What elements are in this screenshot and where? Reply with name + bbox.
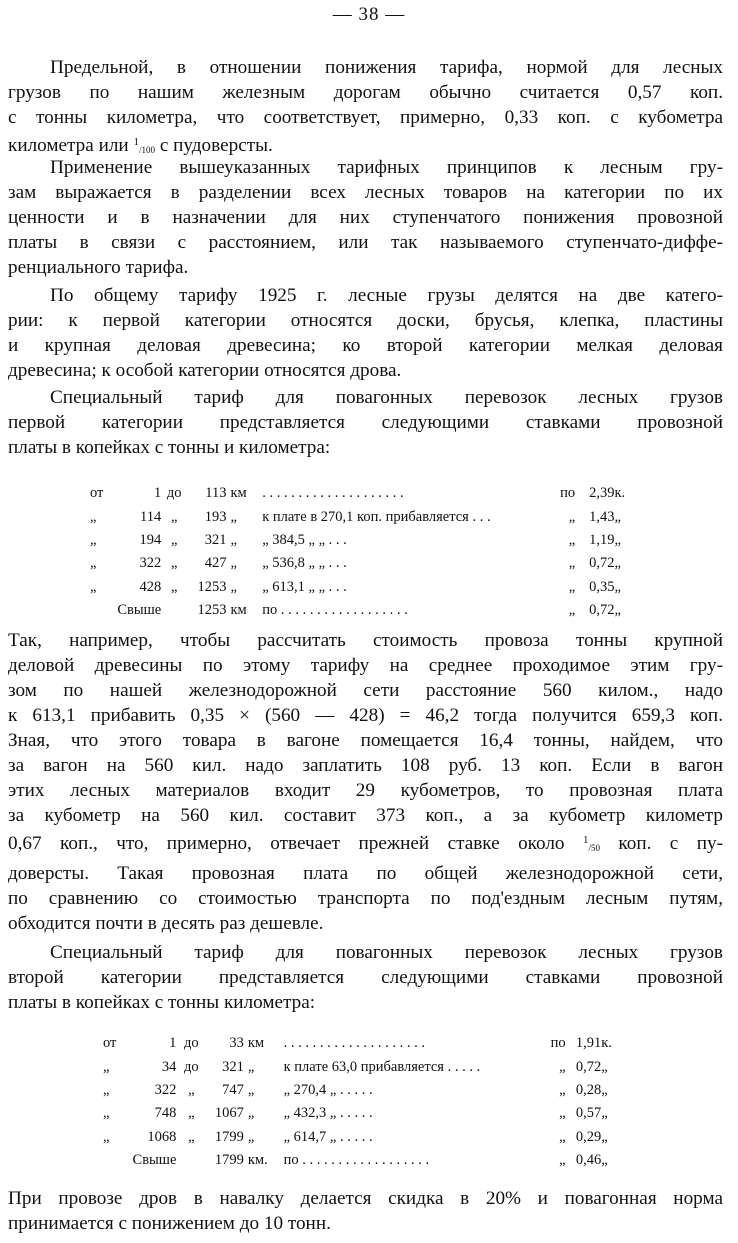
text-line: Предельной, в отношении понижения тарифа, нормой для лесных [50, 57, 723, 78]
table-cell: до [183, 1058, 199, 1075]
table-cell: „ [601, 1105, 608, 1122]
table-cell: 0,72 [589, 555, 615, 572]
table-cell: „ [90, 531, 97, 548]
table-cell: 114 [140, 508, 162, 525]
table-cell: км [247, 1035, 265, 1052]
text-fragment: с пудоверсты. [155, 135, 273, 156]
table-cell: 0,72 [575, 1058, 602, 1075]
table-row [90, 529, 638, 552]
table-cell: к плате 63,0 прибавляется . . . . . [283, 1058, 481, 1075]
table-cell: 33 [229, 1035, 244, 1052]
table-cell: „ [614, 602, 621, 619]
table-cell: „ 536,8 „ „ . . . [262, 555, 347, 572]
table-cell: 2,39 [589, 485, 615, 502]
table-cell: „ [247, 1105, 255, 1122]
paragraph-5 [8, 628, 723, 936]
table-cell: „ [601, 1058, 608, 1075]
table-cell: 748 [154, 1105, 177, 1122]
fraction-denominator: /50 [588, 843, 600, 853]
table-cell: 1799 [214, 1152, 244, 1169]
paragraph-6 [8, 940, 723, 1015]
paragraph-4 [8, 385, 723, 460]
table-cell: „ 614,7 „ . . . . . [283, 1128, 373, 1145]
text-fragment: коп. с пу- [599, 833, 723, 854]
text-line: обходится почти в десять раз дешевле. [8, 913, 324, 934]
table-cell: „ [568, 508, 576, 525]
table-row [103, 1079, 623, 1102]
table-cell: к плате в 270,1 коп. прибавляется . . . [262, 508, 491, 525]
text-line: Так, например, чтобы рассчитать стоимость провоза тонны крупной [8, 630, 723, 651]
page-number: — 38 — [332, 4, 406, 25]
table-cell: „ [90, 555, 97, 572]
table-cell: 322 [154, 1081, 177, 1098]
table-cell: к. [601, 1035, 612, 1052]
text-line: Применение вышеуказанных тарифных принципов к лесным гру- [50, 157, 723, 178]
paragraph-2 [8, 155, 723, 280]
table-cell: „ [230, 555, 237, 572]
text-line: зом по нашей железнодорожной сети расстояние 560 килом., надо [8, 680, 723, 701]
paragraph-7 [8, 1186, 723, 1236]
text-line: доверсты. Такая провозная плата по общей железнодорожной сети, [8, 863, 723, 884]
text-line: По общему тарифу 1925 г. лесные грузы делятся на две катего- [50, 285, 723, 306]
table-cell: „ [568, 602, 576, 619]
text-line: платы в копейках с тонны и километра: [8, 437, 331, 458]
table-row [103, 1032, 623, 1055]
table-cell: „ [568, 578, 576, 595]
table-cell: от [90, 485, 104, 502]
table-cell: 0,35 [589, 578, 615, 595]
text-line: зам выражается в разделении всех лесных товаров на категории по их [8, 182, 723, 203]
table-cell: 322 [139, 555, 162, 572]
table-cell: км [230, 602, 247, 619]
table-cell: „ 613,1 „ „ . . . [262, 578, 347, 595]
text-line: рии: к первой категории относятся доски, брусья, клепка, пластины [8, 310, 723, 331]
table-cell: „ [170, 508, 178, 525]
text-line: платы в связи с расстоянием, или так называемого ступенчато-диффе- [8, 232, 723, 253]
table-cell: от [103, 1035, 117, 1052]
table-cell [180, 1149, 202, 1172]
table-cell: по [560, 485, 576, 502]
table-cell: „ [601, 1128, 608, 1145]
table-cell: 194 [139, 531, 162, 548]
table-cell [103, 1149, 133, 1172]
table-row [103, 1102, 623, 1125]
text-line: Специальный тариф для повагонных перевозок лесных грузов [50, 387, 723, 408]
table-cell: „ 384,5 „ „ . . . [262, 531, 347, 548]
table-cell: „ [614, 555, 621, 572]
table-cell: по . . . . . . . . . . . . . . . . . . [283, 1152, 430, 1169]
table-cell: „ [247, 1081, 255, 1098]
text-line: к 613,1 прибавить 0,35 × (560 — 428) = 46,2 тогда получится 659,3 коп. [8, 705, 723, 726]
table-cell: „ [103, 1081, 110, 1098]
table-cell: 0,72 [589, 602, 615, 619]
table-row [90, 505, 638, 528]
table-cell [90, 599, 117, 622]
text-line: ценности и в назначении для них ступенчатого понижения провозной [8, 207, 723, 228]
table-cell: „ [559, 1105, 566, 1122]
table-cell: 1067 [214, 1105, 244, 1122]
table-cell: „ [170, 555, 178, 572]
table-row [90, 552, 638, 575]
table-cell: до [166, 485, 182, 502]
table-cell: „ [614, 508, 621, 525]
table-cell: „ [230, 508, 237, 525]
table-row [90, 599, 638, 622]
text-line: принимается с понижением до 10 тонн. [8, 1213, 331, 1234]
table-cell: 0,57 [575, 1105, 602, 1122]
table-cell: 1 [154, 485, 162, 502]
table-cell: „ 270,4 „ . . . . . [283, 1081, 373, 1098]
text-line: Специальный тариф для повагонных перевозок лесных грузов [50, 942, 723, 963]
text-line: ренциального тарифа. [8, 257, 189, 278]
table-cell: „ [568, 555, 576, 572]
table-cell: 0,28 [575, 1081, 602, 1098]
text-line: первой категории представляется следующими ставками провозной [8, 412, 723, 433]
table-cell: „ [559, 1058, 566, 1075]
tariff-table-second-category [103, 1032, 623, 1172]
paragraph-1 [8, 55, 723, 163]
tariff-table-first-category [90, 482, 638, 622]
table-cell: „ [559, 1128, 566, 1145]
text-fragment: километра или [8, 135, 134, 156]
table-cell: 34 [161, 1058, 177, 1075]
table-cell: 0,46 [575, 1152, 602, 1169]
table-row [90, 482, 638, 505]
text-line: за кубометр на 560 кил. составит 373 коп., а за кубометр километр [8, 805, 723, 826]
table-cell: км [230, 485, 247, 502]
table-cell: 427 [204, 555, 227, 572]
table-cell: 1,91 [575, 1035, 602, 1052]
text-line: древесина; к особой категории относятся дрова. [8, 360, 402, 381]
table-cell: 1,43 [589, 508, 615, 525]
table-cell: к. [614, 485, 626, 502]
table-cell: „ 432,3 „ . . . . . [283, 1105, 373, 1122]
table-cell: . . . . . . . . . . . . . . . . . . . . [262, 485, 404, 502]
text-fragment: 0,67 коп., что, примерно, отвечает прежней ставке около [8, 833, 583, 854]
table-cell: „ [568, 531, 576, 548]
table-cell: 193 [204, 508, 227, 525]
paragraph-3 [8, 283, 723, 383]
table-cell: 321 [222, 1058, 244, 1075]
table-cell: до [183, 1035, 199, 1052]
table-cell: „ [90, 508, 97, 525]
text-line: Зная, что этого товара в вагоне помещается 16,4 тонны, найдем, что [8, 730, 723, 751]
table-cell: по [550, 1035, 566, 1052]
table-cell: „ [559, 1081, 566, 1098]
table-cell: „ [90, 578, 97, 595]
table-cell: „ [188, 1128, 195, 1145]
table-row [103, 1149, 623, 1172]
text-line: по сравнению со стоимостью транспорта по под'ездным лесным путям, [8, 888, 723, 909]
table-cell: „ [188, 1081, 195, 1098]
table-cell: . . . . . . . . . . . . . . . . . . . . [283, 1035, 425, 1052]
table-cell: по . . . . . . . . . . . . . . . . . . [262, 602, 408, 619]
table-cell: „ [247, 1058, 255, 1075]
table-cell: 321 [204, 531, 227, 548]
table-cell: „ [230, 578, 237, 595]
table-cell: 0,29 [575, 1128, 602, 1145]
table-cell: „ [601, 1081, 608, 1098]
table-cell: „ [230, 531, 237, 548]
table-cell: 1 [169, 1035, 177, 1052]
table-cell: „ [188, 1105, 195, 1122]
table-cell: 1799 [214, 1128, 244, 1145]
table-cell: 1253 [197, 602, 227, 619]
text-line: второй категории представляется следующими ставками провозной [8, 967, 723, 988]
text-line: за вагон на 560 кил. надо заплатить 108 руб. 13 коп. Если в вагон [8, 755, 723, 776]
table-row [90, 576, 638, 599]
fraction-numerator: 1 [582, 834, 589, 846]
text-line: этих лесных материалов входит 29 кубометров, то провозная плата [8, 780, 723, 801]
table-row [103, 1055, 623, 1078]
table-cell: 1068 [147, 1128, 177, 1145]
table-cell: 747 [222, 1081, 244, 1098]
text-line: с тонны километра, что соответствует, примерно, 0,33 коп. с кубометра [8, 107, 723, 128]
table-cell: 428 [139, 578, 162, 595]
table-cell: „ [559, 1152, 566, 1169]
fraction-denominator: /100 [139, 145, 156, 155]
table-row [103, 1126, 623, 1149]
table-cell: Свыше [117, 602, 162, 619]
table-cell: „ [601, 1152, 608, 1169]
table-cell [165, 599, 183, 622]
table-cell: „ [170, 531, 178, 548]
text-line: грузов по нашим железным дорогам обычно считается 0,57 коп. [8, 82, 723, 103]
table-cell: „ [170, 578, 178, 595]
table-cell: 113 [205, 485, 227, 502]
table-cell: 1253 [197, 578, 227, 595]
table-cell: „ [103, 1128, 110, 1145]
text-line: и крупная деловая древесина; ко второй категории мелкая деловая [8, 335, 723, 356]
table-cell: „ [614, 531, 621, 548]
text-line [8, 828, 723, 861]
table-cell: „ [103, 1058, 110, 1075]
text-line: платы в копейках с тонны километра: [8, 992, 316, 1013]
table-cell: „ [247, 1128, 255, 1145]
text-line: При провозе дров в навалку делается скидка в 20% и повагонная норма [8, 1188, 723, 1209]
table-cell: 1,19 [589, 531, 615, 548]
fraction-numerator: 1 [133, 136, 139, 148]
table-cell: „ [614, 578, 621, 595]
table-cell: „ [103, 1105, 110, 1122]
table-cell: Свыше [132, 1152, 177, 1169]
text-line: деловой древесины по этому тарифу на среднее проходимое этим гру- [8, 655, 723, 676]
table-cell: км. [247, 1152, 268, 1169]
